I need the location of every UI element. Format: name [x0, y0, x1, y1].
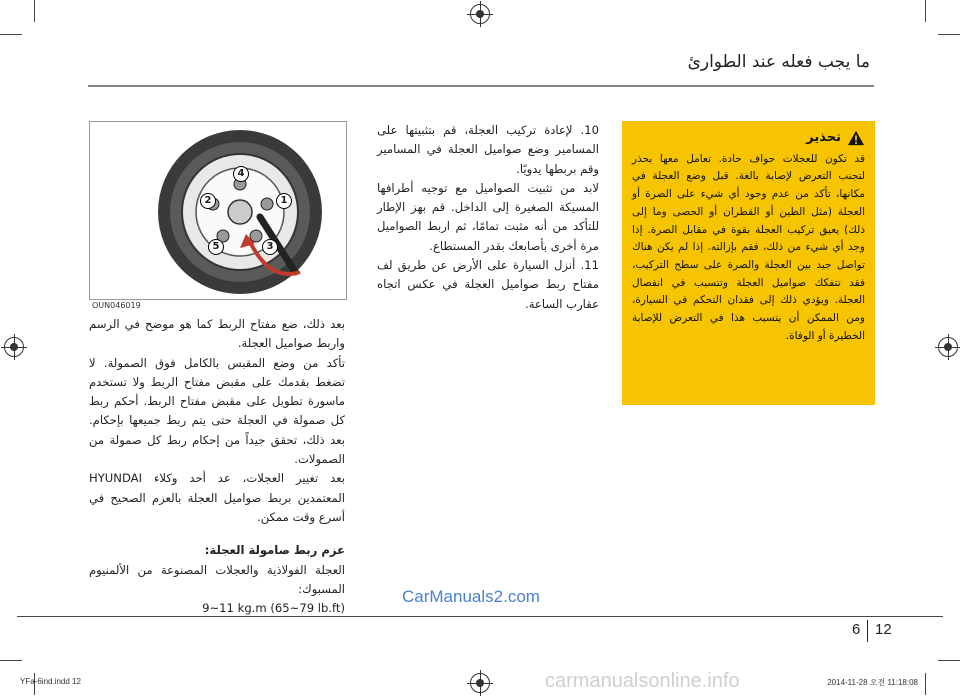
- step-10-text: 10. لإعادة تركيب العجلة، قم بتثبيتها على المسامير وضع صواميل العجلة في المسامير وقم بربطها يدويًا.: [377, 123, 599, 176]
- page-section-number: 6: [852, 621, 861, 638]
- left-text-column: [89, 315, 345, 618]
- wheel-icon: [90, 122, 346, 299]
- crop-mark: [0, 34, 22, 35]
- figure-code: OUN046019: [92, 301, 141, 310]
- warning-text: قد تكون للعجلات حواف حادة. تعامل معها بحذر لتجنب التعرض لإصابة بالغة. قبل وضع العجلة في مكانها، تأكد من عدم وجود أي شيء على الصرة أو العجلة (مثل الطين أو القطران أو الحصى وما إلى ذلك) يعيق تركيب العجلة بقوة في مقابل الصرة. إذا وجد أي شيء من ذلك، فقم بإزالته. إذا لم يكن هناك تواصل جيد بين العجلة والصرة على سطح التركيب، فقد تتفكك صواميل العجلة وتتسبب في انفصال العجلة. ويؤدي ذلك إلى فقدان التحكم في السيارة، ومن الممكن أن يتسبب هذا في التعرض للإصابة الخطيرة أو الوفاة.: [632, 152, 865, 342]
- warning-triangle-icon: [847, 130, 865, 146]
- torque-description: العجلة الفولاذية والعجلات المصنوعة من الألمنيوم المسبوك:: [89, 562, 345, 596]
- warning-header: [632, 129, 865, 147]
- warning-box: [622, 121, 875, 405]
- wheel-tightening-illustration: [89, 121, 347, 300]
- step-11-text: 11. أنزل السيارة على الأرض عن طريق لف مفتاح ربط صواميل العجلة في عكس اتجاه عقارب الساعة.: [377, 258, 599, 311]
- warning-title: تحذير: [806, 130, 841, 145]
- crop-mark: [925, 0, 926, 22]
- crop-mark: [0, 660, 22, 661]
- registration-mark-icon: [938, 337, 958, 357]
- footer-watermark: carmanualsonline.info: [545, 670, 740, 692]
- registration-mark-icon: [470, 673, 490, 693]
- lug-label-4: 4: [233, 166, 249, 182]
- registration-mark-icon: [4, 337, 24, 357]
- registration-mark-icon: [470, 4, 490, 24]
- middle-text-column: [377, 121, 599, 314]
- paragraph: بعد تغيير العجلات، عد أحد وكلاء HYUNDAI المعتمدين بربط صواميل العجلة بالعزم الصحيح في أسرع وقت ممكن.: [89, 471, 345, 524]
- date-info: 2014-11-28 오전 11:18:08: [827, 678, 918, 687]
- file-info: YFa-6ind.indd 12: [20, 677, 81, 686]
- lug-label-2: 2: [200, 193, 216, 209]
- paragraph: تأكد من وضع المقبس بالكامل فوق الصمولة. لا تضغط بقدمك على مقبض مفتاح الربط ولا تستخدم ماسورة تطويل على مقبض مفتاح الربط. أحكم ربط كل صمولة في العجلة حتى يتم ربط جميعها بإحكام. بعد ذلك، تحقق جيداً من إحكام ربط كل صمولة من الصمولات.: [89, 355, 345, 467]
- lug-label-5: 5: [208, 239, 224, 255]
- page-number-separator: [867, 620, 868, 642]
- lug-label-3: 3: [262, 239, 278, 255]
- header-divider: [88, 85, 874, 87]
- torque-value: 9~11 kg.m (65~79 lb.ft): [202, 601, 345, 616]
- torque-heading: عزم ربط صامولة العجلة:: [204, 543, 345, 558]
- crop-mark: [34, 0, 35, 22]
- page-number: 12: [875, 621, 892, 638]
- step-10-note: لابد من تثبيت الصواميل مع توجيه أطرافها المسيكة الصغيرة إلى الداخل. قم بهز الإطار للتأكد من أنه مثبت تمامًا، ثم اربط الصواميل مرة أخرى بأصابعك بقدر المستطاع.: [377, 180, 599, 253]
- crop-mark: [938, 34, 960, 35]
- crop-mark: [938, 660, 960, 661]
- watermark: CarManuals2.com: [402, 587, 540, 606]
- section-title: ما يجب فعله عند الطوارئ: [687, 52, 870, 72]
- crop-mark: [925, 673, 926, 695]
- lug-label-1: 1: [276, 193, 292, 209]
- paragraph: بعد ذلك، ضع مفتاح الربط كما هو موضح في الرسم واربط صواميل العجلة.: [89, 317, 345, 351]
- footer-divider: [17, 616, 943, 617]
